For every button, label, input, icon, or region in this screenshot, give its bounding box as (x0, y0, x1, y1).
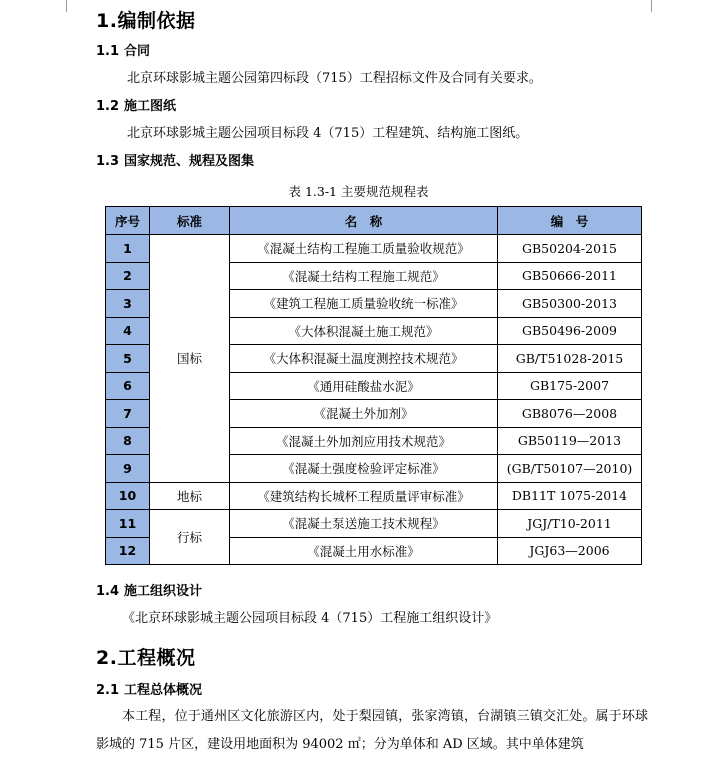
row-seq: 5 (106, 345, 150, 373)
row-seq: 7 (106, 400, 150, 428)
contract-paragraph: 北京环球影城主题公园第四标段（715）工程招标文件及合同有关要求。 (127, 71, 542, 86)
table-row (106, 235, 642, 263)
row-name: 《混凝土结构工程施工质量验收规范》 (230, 235, 498, 263)
section-1-2-heading (96, 95, 176, 114)
group-national: 国标 (150, 235, 230, 483)
row-seq: 1 (106, 235, 150, 263)
row-name: 《建筑工程施工质量验收统一标准》 (230, 290, 498, 318)
row-code: GB50300-2013 (498, 290, 642, 318)
section-1-heading: 1.编制依据 (96, 10, 196, 32)
row-code: GB50666-2011 (498, 262, 642, 290)
row-name: 《混凝土用水标准》 (230, 537, 498, 565)
section-title: 施工图纸 (124, 99, 177, 114)
row-name: 《混凝土强度检验评定标准》 (230, 455, 498, 483)
row-name: 《混凝土外加剂》 (230, 400, 498, 428)
row-seq: 10 (106, 482, 150, 510)
row-name: 《大体积混凝土施工规范》 (230, 317, 498, 345)
table-row (106, 482, 642, 510)
section-1-3-heading (96, 150, 254, 169)
row-name: 《混凝土外加剂应用技术规范》 (230, 427, 498, 455)
section-title: 施工组织设计 (124, 584, 203, 599)
section-title: 合同 (124, 44, 151, 59)
row-code: GB175-2007 (498, 372, 642, 400)
row-name: 《混凝土结构工程施工规范》 (230, 262, 498, 290)
row-name: 《通用硅酸盐水泥》 (230, 372, 498, 400)
page-margin-mark-right (651, 0, 652, 12)
row-code: GB8076—2008 (498, 400, 642, 428)
org-design-paragraph: 《北京环球影城主题公园项目标段 4（715）工程施工组织设计》 (122, 611, 498, 626)
row-seq: 8 (106, 427, 150, 455)
row-seq: 4 (106, 317, 150, 345)
row-code: JGJ63—2006 (498, 537, 642, 565)
header-standard: 标准 (150, 207, 230, 235)
row-seq: 3 (106, 290, 150, 318)
table-header-row (106, 207, 642, 235)
section-number: 1.4 (96, 584, 120, 599)
row-code: GB50204-2015 (498, 235, 642, 263)
section-title: 国家规范、规程及图集 (124, 154, 255, 169)
section-2-1-heading (96, 679, 202, 698)
row-name: 《混凝土泵送施工技术规程》 (230, 510, 498, 538)
row-seq: 6 (106, 372, 150, 400)
row-code: DB11T 1075-2014 (498, 482, 642, 510)
section-number: 1.3 (96, 154, 120, 169)
group-industry: 行标 (150, 510, 230, 565)
table-row (106, 510, 642, 538)
row-code: GB50119—2013 (498, 427, 642, 455)
section-1-4-heading (96, 580, 202, 599)
row-seq: 2 (106, 262, 150, 290)
table-caption: 表 1.3-1 主要规范规程表 (288, 184, 429, 199)
group-local: 地标 (150, 482, 230, 510)
header-name: 名 称 (230, 207, 498, 235)
header-code: 编 号 (498, 207, 642, 235)
row-code: (GB/T50107—2010) (498, 455, 642, 483)
standards-table (105, 206, 642, 565)
section-number: 1.1 (96, 44, 120, 59)
drawings-paragraph: 北京环球影城主题公园项目标段 4（715）工程建筑、结构施工图纸。 (127, 126, 529, 141)
overview-paragraph: 本工程，位于通州区文化旅游区内，处于梨园镇，张家湾镇，台湖镇三镇交汇处。属于环球影城的 715 片区，建设用地面积为 94002 ㎡；分为单体和 AD 区域。其中单体建筑 (96, 709, 648, 752)
row-code: JGJ/T10-2011 (498, 510, 642, 538)
row-seq: 12 (106, 537, 150, 565)
section-number: 1.2 (96, 99, 120, 114)
row-name: 《大体积混凝土温度测控技术规范》 (230, 345, 498, 373)
section-title: 工程总体概况 (124, 683, 203, 698)
section-1-1-heading (96, 40, 150, 59)
row-seq: 11 (106, 510, 150, 538)
row-seq: 9 (106, 455, 150, 483)
row-name: 《建筑结构长城杯工程质量评审标准》 (230, 482, 498, 510)
header-seq: 序号 (106, 207, 150, 235)
row-code: GB50496-2009 (498, 317, 642, 345)
row-code: GB/T51028-2015 (498, 345, 642, 373)
section-2-heading: 2.工程概况 (96, 647, 196, 669)
section-number: 2.1 (96, 683, 120, 698)
page-margin-mark-left (66, 0, 67, 12)
